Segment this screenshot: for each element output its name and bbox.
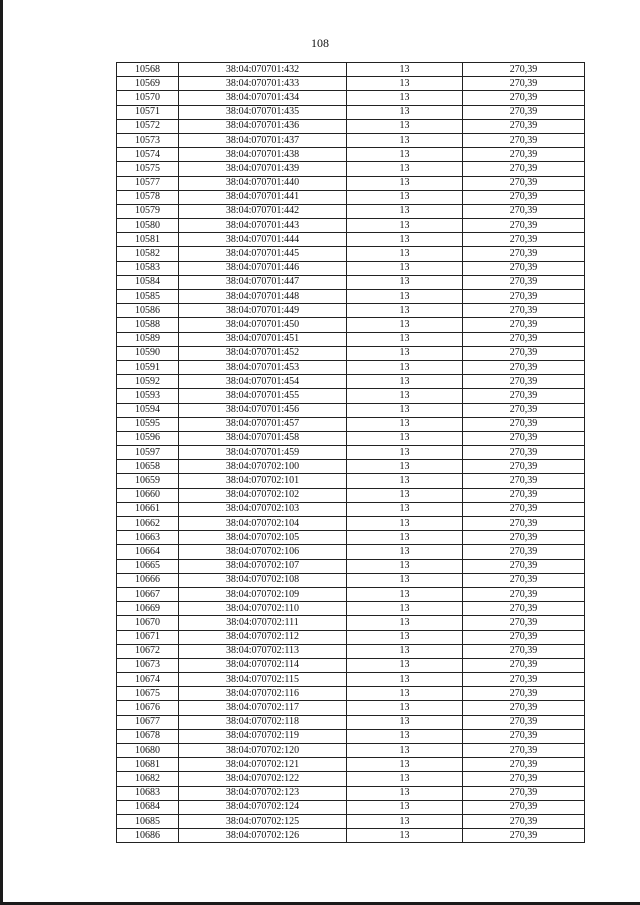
value-cell: 13 bbox=[347, 814, 463, 828]
amount-cell: 270,39 bbox=[463, 77, 585, 91]
cadastral-number-cell: 38:04:070702:112 bbox=[179, 630, 347, 644]
value-cell: 13 bbox=[347, 219, 463, 233]
value-cell: 13 bbox=[347, 446, 463, 460]
row-number-cell: 10677 bbox=[117, 715, 179, 729]
row-number-cell: 10569 bbox=[117, 77, 179, 91]
row-number-cell: 10665 bbox=[117, 559, 179, 573]
row-number-cell: 10592 bbox=[117, 375, 179, 389]
row-number-cell: 10660 bbox=[117, 488, 179, 502]
value-cell: 13 bbox=[347, 119, 463, 133]
value-cell: 13 bbox=[347, 488, 463, 502]
amount-cell: 270,39 bbox=[463, 744, 585, 758]
value-cell: 13 bbox=[347, 758, 463, 772]
cadastral-number-cell: 38:04:070702:115 bbox=[179, 673, 347, 687]
table-row bbox=[117, 389, 585, 403]
value-cell: 13 bbox=[347, 261, 463, 275]
row-number-cell: 10686 bbox=[117, 829, 179, 843]
amount-cell: 270,39 bbox=[463, 701, 585, 715]
value-cell: 13 bbox=[347, 559, 463, 573]
value-cell: 13 bbox=[347, 233, 463, 247]
cadastral-number-cell: 38:04:070702:124 bbox=[179, 800, 347, 814]
row-number-cell: 10590 bbox=[117, 346, 179, 360]
amount-cell: 270,39 bbox=[463, 786, 585, 800]
row-number-cell: 10678 bbox=[117, 729, 179, 743]
table-row bbox=[117, 502, 585, 516]
row-number-cell: 10685 bbox=[117, 814, 179, 828]
cadastral-number-cell: 38:04:070701:442 bbox=[179, 204, 347, 218]
cadastral-number-cell: 38:04:070701:452 bbox=[179, 346, 347, 360]
value-cell: 13 bbox=[347, 190, 463, 204]
amount-cell: 270,39 bbox=[463, 389, 585, 403]
table-row bbox=[117, 460, 585, 474]
table-row bbox=[117, 658, 585, 672]
cadastral-number-cell: 38:04:070702:100 bbox=[179, 460, 347, 474]
amount-cell: 270,39 bbox=[463, 729, 585, 743]
table-row bbox=[117, 729, 585, 743]
row-number-cell: 10571 bbox=[117, 105, 179, 119]
value-cell: 13 bbox=[347, 162, 463, 176]
registry-table-body bbox=[117, 63, 585, 843]
amount-cell: 270,39 bbox=[463, 219, 585, 233]
cadastral-number-cell: 38:04:070702:108 bbox=[179, 573, 347, 587]
amount-cell: 270,39 bbox=[463, 417, 585, 431]
amount-cell: 270,39 bbox=[463, 162, 585, 176]
table-row bbox=[117, 360, 585, 374]
cadastral-number-cell: 38:04:070701:433 bbox=[179, 77, 347, 91]
amount-cell: 270,39 bbox=[463, 630, 585, 644]
table-row bbox=[117, 758, 585, 772]
table-row bbox=[117, 247, 585, 261]
table-row bbox=[117, 119, 585, 133]
row-number-cell: 10664 bbox=[117, 545, 179, 559]
amount-cell: 270,39 bbox=[463, 502, 585, 516]
row-number-cell: 10674 bbox=[117, 673, 179, 687]
row-number-cell: 10594 bbox=[117, 403, 179, 417]
row-number-cell: 10589 bbox=[117, 332, 179, 346]
row-number-cell: 10591 bbox=[117, 360, 179, 374]
value-cell: 13 bbox=[347, 786, 463, 800]
value-cell: 13 bbox=[347, 63, 463, 77]
row-number-cell: 10597 bbox=[117, 446, 179, 460]
row-number-cell: 10586 bbox=[117, 304, 179, 318]
value-cell: 13 bbox=[347, 360, 463, 374]
table-row bbox=[117, 559, 585, 573]
row-number-cell: 10578 bbox=[117, 190, 179, 204]
table-row bbox=[117, 162, 585, 176]
value-cell: 13 bbox=[347, 332, 463, 346]
row-number-cell: 10595 bbox=[117, 417, 179, 431]
table-row bbox=[117, 545, 585, 559]
table-row bbox=[117, 91, 585, 105]
amount-cell: 270,39 bbox=[463, 673, 585, 687]
value-cell: 13 bbox=[347, 658, 463, 672]
table-row bbox=[117, 148, 585, 162]
amount-cell: 270,39 bbox=[463, 332, 585, 346]
amount-cell: 270,39 bbox=[463, 204, 585, 218]
amount-cell: 270,39 bbox=[463, 800, 585, 814]
cadastral-number-cell: 38:04:070701:436 bbox=[179, 119, 347, 133]
row-number-cell: 10658 bbox=[117, 460, 179, 474]
value-cell: 13 bbox=[347, 630, 463, 644]
value-cell: 13 bbox=[347, 417, 463, 431]
table-row bbox=[117, 219, 585, 233]
amount-cell: 270,39 bbox=[463, 644, 585, 658]
row-number-cell: 10672 bbox=[117, 644, 179, 658]
cadastral-number-cell: 38:04:070701:457 bbox=[179, 417, 347, 431]
cadastral-number-cell: 38:04:070702:118 bbox=[179, 715, 347, 729]
amount-cell: 270,39 bbox=[463, 658, 585, 672]
table-row bbox=[117, 105, 585, 119]
value-cell: 13 bbox=[347, 247, 463, 261]
value-cell: 13 bbox=[347, 389, 463, 403]
table-row bbox=[117, 318, 585, 332]
cadastral-number-cell: 38:04:070701:437 bbox=[179, 133, 347, 147]
amount-cell: 270,39 bbox=[463, 261, 585, 275]
cadastral-number-cell: 38:04:070702:122 bbox=[179, 772, 347, 786]
row-number-cell: 10572 bbox=[117, 119, 179, 133]
value-cell: 13 bbox=[347, 77, 463, 91]
row-number-cell: 10596 bbox=[117, 431, 179, 445]
value-cell: 13 bbox=[347, 460, 463, 474]
amount-cell: 270,39 bbox=[463, 190, 585, 204]
amount-cell: 270,39 bbox=[463, 247, 585, 261]
cadastral-number-cell: 38:04:070701:444 bbox=[179, 233, 347, 247]
value-cell: 13 bbox=[347, 772, 463, 786]
table-row bbox=[117, 346, 585, 360]
table-row bbox=[117, 275, 585, 289]
cadastral-number-cell: 38:04:070701:441 bbox=[179, 190, 347, 204]
table-row bbox=[117, 715, 585, 729]
cadastral-number-cell: 38:04:070702:106 bbox=[179, 545, 347, 559]
value-cell: 13 bbox=[347, 800, 463, 814]
table-row bbox=[117, 290, 585, 304]
cadastral-number-cell: 38:04:070702:125 bbox=[179, 814, 347, 828]
table-row bbox=[117, 176, 585, 190]
table-row bbox=[117, 474, 585, 488]
amount-cell: 270,39 bbox=[463, 446, 585, 460]
value-cell: 13 bbox=[347, 673, 463, 687]
amount-cell: 270,39 bbox=[463, 275, 585, 289]
table-row bbox=[117, 431, 585, 445]
table-row bbox=[117, 332, 585, 346]
cadastral-number-cell: 38:04:070701:456 bbox=[179, 403, 347, 417]
row-number-cell: 10575 bbox=[117, 162, 179, 176]
value-cell: 13 bbox=[347, 602, 463, 616]
value-cell: 13 bbox=[347, 744, 463, 758]
table-row bbox=[117, 446, 585, 460]
row-number-cell: 10659 bbox=[117, 474, 179, 488]
amount-cell: 270,39 bbox=[463, 488, 585, 502]
registry-table bbox=[116, 62, 585, 843]
amount-cell: 270,39 bbox=[463, 573, 585, 587]
row-number-cell: 10670 bbox=[117, 616, 179, 630]
value-cell: 13 bbox=[347, 474, 463, 488]
row-number-cell: 10574 bbox=[117, 148, 179, 162]
cadastral-number-cell: 38:04:070701:440 bbox=[179, 176, 347, 190]
value-cell: 13 bbox=[347, 587, 463, 601]
amount-cell: 270,39 bbox=[463, 814, 585, 828]
cadastral-number-cell: 38:04:070701:446 bbox=[179, 261, 347, 275]
cadastral-number-cell: 38:04:070702:121 bbox=[179, 758, 347, 772]
value-cell: 13 bbox=[347, 105, 463, 119]
value-cell: 13 bbox=[347, 346, 463, 360]
cadastral-number-cell: 38:04:070701:439 bbox=[179, 162, 347, 176]
value-cell: 13 bbox=[347, 729, 463, 743]
value-cell: 13 bbox=[347, 375, 463, 389]
amount-cell: 270,39 bbox=[463, 517, 585, 531]
row-number-cell: 10573 bbox=[117, 133, 179, 147]
amount-cell: 270,39 bbox=[463, 176, 585, 190]
amount-cell: 270,39 bbox=[463, 119, 585, 133]
row-number-cell: 10588 bbox=[117, 318, 179, 332]
value-cell: 13 bbox=[347, 701, 463, 715]
row-number-cell: 10661 bbox=[117, 502, 179, 516]
value-cell: 13 bbox=[347, 275, 463, 289]
table-row bbox=[117, 233, 585, 247]
row-number-cell: 10666 bbox=[117, 573, 179, 587]
amount-cell: 270,39 bbox=[463, 545, 585, 559]
value-cell: 13 bbox=[347, 829, 463, 843]
row-number-cell: 10583 bbox=[117, 261, 179, 275]
value-cell: 13 bbox=[347, 502, 463, 516]
cadastral-number-cell: 38:04:070702:102 bbox=[179, 488, 347, 502]
cadastral-number-cell: 38:04:070701:459 bbox=[179, 446, 347, 460]
cadastral-number-cell: 38:04:070702:110 bbox=[179, 602, 347, 616]
table-row bbox=[117, 488, 585, 502]
row-number-cell: 10683 bbox=[117, 786, 179, 800]
value-cell: 13 bbox=[347, 545, 463, 559]
value-cell: 13 bbox=[347, 715, 463, 729]
table-row bbox=[117, 190, 585, 204]
row-number-cell: 10682 bbox=[117, 772, 179, 786]
cadastral-number-cell: 38:04:070701:448 bbox=[179, 290, 347, 304]
table-row bbox=[117, 772, 585, 786]
cadastral-number-cell: 38:04:070702:120 bbox=[179, 744, 347, 758]
amount-cell: 270,39 bbox=[463, 772, 585, 786]
amount-cell: 270,39 bbox=[463, 375, 585, 389]
cadastral-number-cell: 38:04:070701:447 bbox=[179, 275, 347, 289]
row-number-cell: 10667 bbox=[117, 587, 179, 601]
table-row bbox=[117, 133, 585, 147]
row-number-cell: 10593 bbox=[117, 389, 179, 403]
cadastral-number-cell: 38:04:070701:458 bbox=[179, 431, 347, 445]
cadastral-number-cell: 38:04:070702:104 bbox=[179, 517, 347, 531]
amount-cell: 270,39 bbox=[463, 602, 585, 616]
value-cell: 13 bbox=[347, 290, 463, 304]
table-row bbox=[117, 687, 585, 701]
table-row bbox=[117, 204, 585, 218]
cadastral-number-cell: 38:04:070702:109 bbox=[179, 587, 347, 601]
table-row bbox=[117, 304, 585, 318]
amount-cell: 270,39 bbox=[463, 474, 585, 488]
table-row bbox=[117, 630, 585, 644]
table-row bbox=[117, 261, 585, 275]
table-row bbox=[117, 417, 585, 431]
row-number-cell: 10681 bbox=[117, 758, 179, 772]
row-number-cell: 10579 bbox=[117, 204, 179, 218]
cadastral-number-cell: 38:04:070702:116 bbox=[179, 687, 347, 701]
cadastral-number-cell: 38:04:070702:119 bbox=[179, 729, 347, 743]
row-number-cell: 10585 bbox=[117, 290, 179, 304]
table-row bbox=[117, 701, 585, 715]
cadastral-number-cell: 38:04:070701:432 bbox=[179, 63, 347, 77]
cadastral-number-cell: 38:04:070702:107 bbox=[179, 559, 347, 573]
cadastral-number-cell: 38:04:070702:117 bbox=[179, 701, 347, 715]
amount-cell: 270,39 bbox=[463, 460, 585, 474]
table-row bbox=[117, 63, 585, 77]
row-number-cell: 10675 bbox=[117, 687, 179, 701]
table-row bbox=[117, 616, 585, 630]
table-row bbox=[117, 77, 585, 91]
row-number-cell: 10669 bbox=[117, 602, 179, 616]
amount-cell: 270,39 bbox=[463, 91, 585, 105]
row-number-cell: 10663 bbox=[117, 531, 179, 545]
value-cell: 13 bbox=[347, 431, 463, 445]
row-number-cell: 10577 bbox=[117, 176, 179, 190]
page-number: 108 bbox=[311, 36, 329, 50]
cadastral-number-cell: 38:04:070702:113 bbox=[179, 644, 347, 658]
table-row bbox=[117, 517, 585, 531]
cadastral-number-cell: 38:04:070701:435 bbox=[179, 105, 347, 119]
row-number-cell: 10684 bbox=[117, 800, 179, 814]
cadastral-number-cell: 38:04:070701:434 bbox=[179, 91, 347, 105]
table-row bbox=[117, 744, 585, 758]
cadastral-number-cell: 38:04:070701:449 bbox=[179, 304, 347, 318]
value-cell: 13 bbox=[347, 148, 463, 162]
table-row bbox=[117, 644, 585, 658]
value-cell: 13 bbox=[347, 517, 463, 531]
row-number-cell: 10582 bbox=[117, 247, 179, 261]
table-row bbox=[117, 673, 585, 687]
table-row bbox=[117, 800, 585, 814]
table-row bbox=[117, 531, 585, 545]
table-row bbox=[117, 403, 585, 417]
value-cell: 13 bbox=[347, 616, 463, 630]
cadastral-number-cell: 38:04:070702:123 bbox=[179, 786, 347, 800]
cadastral-number-cell: 38:04:070702:101 bbox=[179, 474, 347, 488]
amount-cell: 270,39 bbox=[463, 559, 585, 573]
amount-cell: 270,39 bbox=[463, 587, 585, 601]
amount-cell: 270,39 bbox=[463, 290, 585, 304]
value-cell: 13 bbox=[347, 176, 463, 190]
amount-cell: 270,39 bbox=[463, 346, 585, 360]
value-cell: 13 bbox=[347, 318, 463, 332]
amount-cell: 270,39 bbox=[463, 63, 585, 77]
amount-cell: 270,39 bbox=[463, 715, 585, 729]
table-row bbox=[117, 786, 585, 800]
cadastral-number-cell: 38:04:070701:438 bbox=[179, 148, 347, 162]
table-row bbox=[117, 587, 585, 601]
amount-cell: 270,39 bbox=[463, 105, 585, 119]
value-cell: 13 bbox=[347, 204, 463, 218]
amount-cell: 270,39 bbox=[463, 133, 585, 147]
cadastral-number-cell: 38:04:070701:445 bbox=[179, 247, 347, 261]
cadastral-number-cell: 38:04:070701:451 bbox=[179, 332, 347, 346]
value-cell: 13 bbox=[347, 304, 463, 318]
row-number-cell: 10570 bbox=[117, 91, 179, 105]
amount-cell: 270,39 bbox=[463, 531, 585, 545]
amount-cell: 270,39 bbox=[463, 233, 585, 247]
table-row bbox=[117, 375, 585, 389]
cadastral-number-cell: 38:04:070701:455 bbox=[179, 389, 347, 403]
cadastral-number-cell: 38:04:070701:454 bbox=[179, 375, 347, 389]
row-number-cell: 10584 bbox=[117, 275, 179, 289]
row-number-cell: 10662 bbox=[117, 517, 179, 531]
amount-cell: 270,39 bbox=[463, 148, 585, 162]
row-number-cell: 10671 bbox=[117, 630, 179, 644]
row-number-cell: 10581 bbox=[117, 233, 179, 247]
amount-cell: 270,39 bbox=[463, 687, 585, 701]
cadastral-number-cell: 38:04:070702:114 bbox=[179, 658, 347, 672]
row-number-cell: 10580 bbox=[117, 219, 179, 233]
amount-cell: 270,39 bbox=[463, 431, 585, 445]
cadastral-number-cell: 38:04:070702:103 bbox=[179, 502, 347, 516]
amount-cell: 270,39 bbox=[463, 403, 585, 417]
table-row bbox=[117, 829, 585, 843]
cadastral-number-cell: 38:04:070702:126 bbox=[179, 829, 347, 843]
value-cell: 13 bbox=[347, 133, 463, 147]
row-number-cell: 10680 bbox=[117, 744, 179, 758]
amount-cell: 270,39 bbox=[463, 829, 585, 843]
amount-cell: 270,39 bbox=[463, 616, 585, 630]
row-number-cell: 10568 bbox=[117, 63, 179, 77]
table-row bbox=[117, 814, 585, 828]
value-cell: 13 bbox=[347, 531, 463, 545]
amount-cell: 270,39 bbox=[463, 304, 585, 318]
amount-cell: 270,39 bbox=[463, 360, 585, 374]
row-number-cell: 10676 bbox=[117, 701, 179, 715]
value-cell: 13 bbox=[347, 573, 463, 587]
row-number-cell: 10673 bbox=[117, 658, 179, 672]
scan-edge-left bbox=[0, 0, 3, 905]
value-cell: 13 bbox=[347, 403, 463, 417]
table-row bbox=[117, 602, 585, 616]
amount-cell: 270,39 bbox=[463, 318, 585, 332]
cadastral-number-cell: 38:04:070701:453 bbox=[179, 360, 347, 374]
cadastral-number-cell: 38:04:070702:105 bbox=[179, 531, 347, 545]
cadastral-number-cell: 38:04:070701:450 bbox=[179, 318, 347, 332]
cadastral-number-cell: 38:04:070701:443 bbox=[179, 219, 347, 233]
value-cell: 13 bbox=[347, 91, 463, 105]
amount-cell: 270,39 bbox=[463, 758, 585, 772]
value-cell: 13 bbox=[347, 687, 463, 701]
value-cell: 13 bbox=[347, 644, 463, 658]
table-row bbox=[117, 573, 585, 587]
cadastral-number-cell: 38:04:070702:111 bbox=[179, 616, 347, 630]
